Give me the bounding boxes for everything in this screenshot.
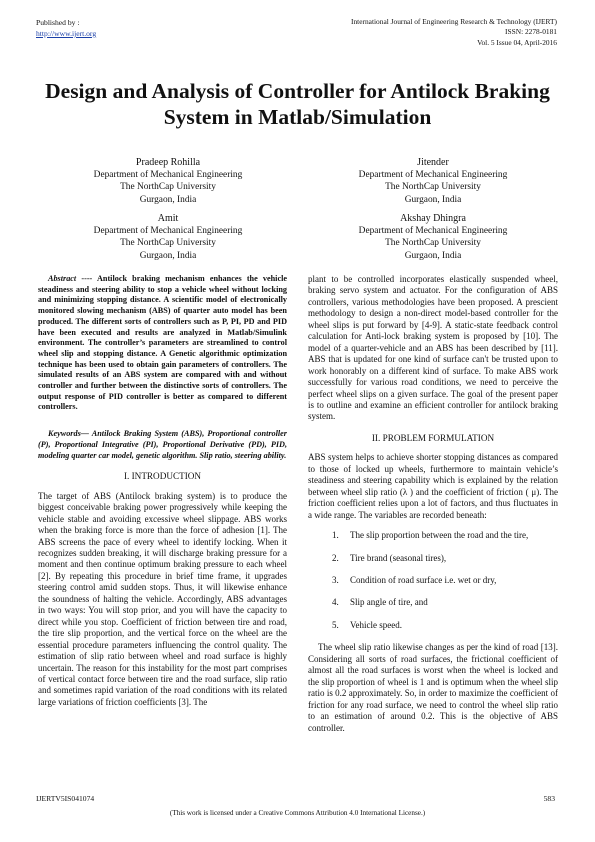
paper-id: IJERTV5IS041074 — [36, 794, 95, 803]
author-dept: Department of Mechanical Engineering — [93, 226, 243, 237]
list-item-text: Condition of road surface i.e. wet or dry, — [350, 574, 497, 585]
issn: ISSN: 2278-0181 — [505, 27, 557, 37]
author-block-4 — [303, 213, 563, 262]
volume-issue: Vol. 5 Issue 04, April-2016 — [477, 37, 557, 47]
author-location: Gurgaon, India — [139, 250, 197, 261]
list-item — [332, 620, 558, 631]
published-by-label: Published by : — [36, 18, 80, 27]
author-university: The NorthCap University — [385, 238, 481, 249]
list-item-number: 4. — [332, 597, 339, 608]
list-item — [332, 575, 558, 586]
author-university: The NorthCap University — [385, 182, 481, 193]
list-item-number: 1. — [332, 530, 339, 541]
introduction-text: The target of ABS (Antilock braking system) is to produce the biggest conceivable braking power progressively while keeping the vehicle stable and avoiding excessive wheel slippage. ABS works when the braking force is more than the force of adhesion [1]. The ABS screens the pace of every wheel to identify locking. When it recognizes sudden breaking, it will discharge braking pressure for a moment and then continue optimum braking pressure to each wheel [2]. By repeating this procedure in brief time frame, it upgrades steering control amid sudden stops. Thus, it will likewise enhance the soundness of halting the vehicle. Accordingly, ABS advantages in two ways: You will stop prior, and you will have the capacity to direct while you stop. Coefficient of friction between tire and road, the tire slip proportion, and the vertical force on the wheel are the essential procedure parameters influencing the control quality. The estimation of slip ratio between wheel and road surface is highly uncertain. The reason for this instability for the most part comprises of vertical contact force between tire and the road surface, slip ratio and sometimes rapid variation of the road conditions with its related large variations of friction coefficients [3]. The — [38, 490, 287, 707]
problem-formulation-closing-text: The wheel slip ratio likewise changes as per the kind of road [13]. Considering all sorts of road surfaces, the frictional coefficient of almost all the road surfaces is worst when the wheel is locked and the slip proportion of wheel is 1 and is optimum when the wheel slip ratio is 0.2 approximately. So, in order to maximize the coefficient of friction for any road surface, we need to control the wheel slip ratio to an estimation of around 0.2. This is the objective of ABS controller. — [308, 642, 558, 733]
author-dept: Department of Mechanical Engineering — [358, 170, 508, 181]
author-location: Gurgaon, India — [404, 250, 462, 261]
author-name: Akshay Dhingra — [400, 213, 466, 224]
list-item-text: Vehicle speed. — [350, 619, 402, 630]
journal-url-link[interactable]: http://www.ijert.org — [36, 29, 97, 38]
author-name: Jitender — [417, 157, 449, 168]
author-block-2 — [303, 157, 563, 206]
author-dept: Department of Mechanical Engineering — [358, 226, 508, 237]
page-number: 583 — [543, 794, 555, 803]
list-item-number: 5. — [332, 619, 339, 630]
author-location: Gurgaon, India — [139, 194, 197, 205]
author-block-3 — [38, 213, 298, 262]
list-item-number: 3. — [332, 574, 339, 585]
header-publisher — [36, 17, 96, 39]
author-dept: Department of Mechanical Engineering — [93, 170, 243, 181]
author-name: Pradeep Rohilla — [135, 157, 201, 168]
variables-list — [308, 530, 558, 631]
journal-name: International Journal of Engineering Research & Technology (IJERT) — [351, 17, 557, 26]
abstract-text: ---- Antilock braking mechanism enhances the vehicle steadiness and steering ability to stop a vehicle wheel without locking and minimizing stopping distance. A scientific model of electronically monitored slowing mechanism (ABS) of quarter auto model has been produced. The different sorts of controllers such as P, PI, PD and PID have been executed and results are analyzed in Matlab/Simulink environment. The controller’s parameters are streamlined to control wheel slip and stopping distance. A Genetic algorithmic optimization technique has been used to obtain gain parameters of controllers. The simulated results of an ABS system are compared with and without controller and further between the distinctive sorts of controllers. The output response of PID controller is better as compared to different controllers. — [38, 274, 287, 412]
section-heading-problem-formulation: II. PROBLEM FORMULATION — [371, 432, 495, 443]
left-column — [38, 274, 287, 708]
abstract — [38, 274, 287, 413]
license-notice: (This work is licensed under a Creative Commons Attribution 4.0 International License.) — [169, 809, 426, 817]
list-item — [332, 553, 558, 564]
author-block-1 — [38, 157, 298, 206]
paper-title: Design and Analysis of Controller for Antilock Braking System in Matlab/Simulation — [45, 79, 550, 129]
author-university: The NorthCap University — [120, 238, 216, 249]
list-item-text: Slip angle of tire, and — [350, 597, 428, 608]
problem-formulation-text: ABS system helps to achieve shorter stopping distances as compared to those of locked up wheels, furthermore to maintain vehicle’s steadiness and steering capability which is explained by the relation between wheel slip ratio (λ ) and the coefficient of friction ( μ). The friction coefficient relies upon a lot of factors, and thus fluctuates in a wide range. The variables are recorded beneath: — [308, 452, 558, 520]
author-location: Gurgaon, India — [404, 194, 462, 205]
list-item-number: 2. — [332, 552, 339, 563]
author-university: The NorthCap University — [120, 182, 216, 193]
list-item-text: The slip proportion between the road and the tire, — [350, 530, 529, 541]
list-item — [332, 597, 558, 608]
section-heading-introduction: I. INTRODUCTION — [123, 471, 202, 482]
abstract-label: Abstract — [48, 274, 77, 283]
list-item — [332, 530, 558, 541]
keywords: Keywords— Antilock Braking System (ABS), Proportional controller (P), Proportional Integrative (PI), Proportional Derivative (PD), PID, modeling quarter car model, genetic algorithm. Slip ratio, steering ability. — [38, 429, 287, 460]
introduction-continued-text: plant to be controlled incorporates elastically suspended wheel, braking servo system and actuator. For the configuration of ABS controllers, various methodologies have been proposed. A prescient methodology to design a non-direct model-based controller for the wheel slips is put forward by [4-9]. A static-state feedback control calculation for Anti-lock braking system is proposed by [10]. The model of a quarter-vehicle and an ABS has been described by [11]. ABS that is updated for one kind of surface can't be trusted upon to work honorably on a different kind of surface. To make ABS work successfully for various road conditions, we need to perceive the perfect wheel slips on a given surface. The goal of the present paper is to outline and examine an efficient controller for antilock braking system. — [308, 274, 558, 422]
author-name: Amit — [157, 213, 179, 224]
right-column — [308, 274, 558, 734]
header-journal-info — [351, 17, 557, 48]
list-item-text: Tire brand (seasonal tires), — [350, 552, 447, 563]
